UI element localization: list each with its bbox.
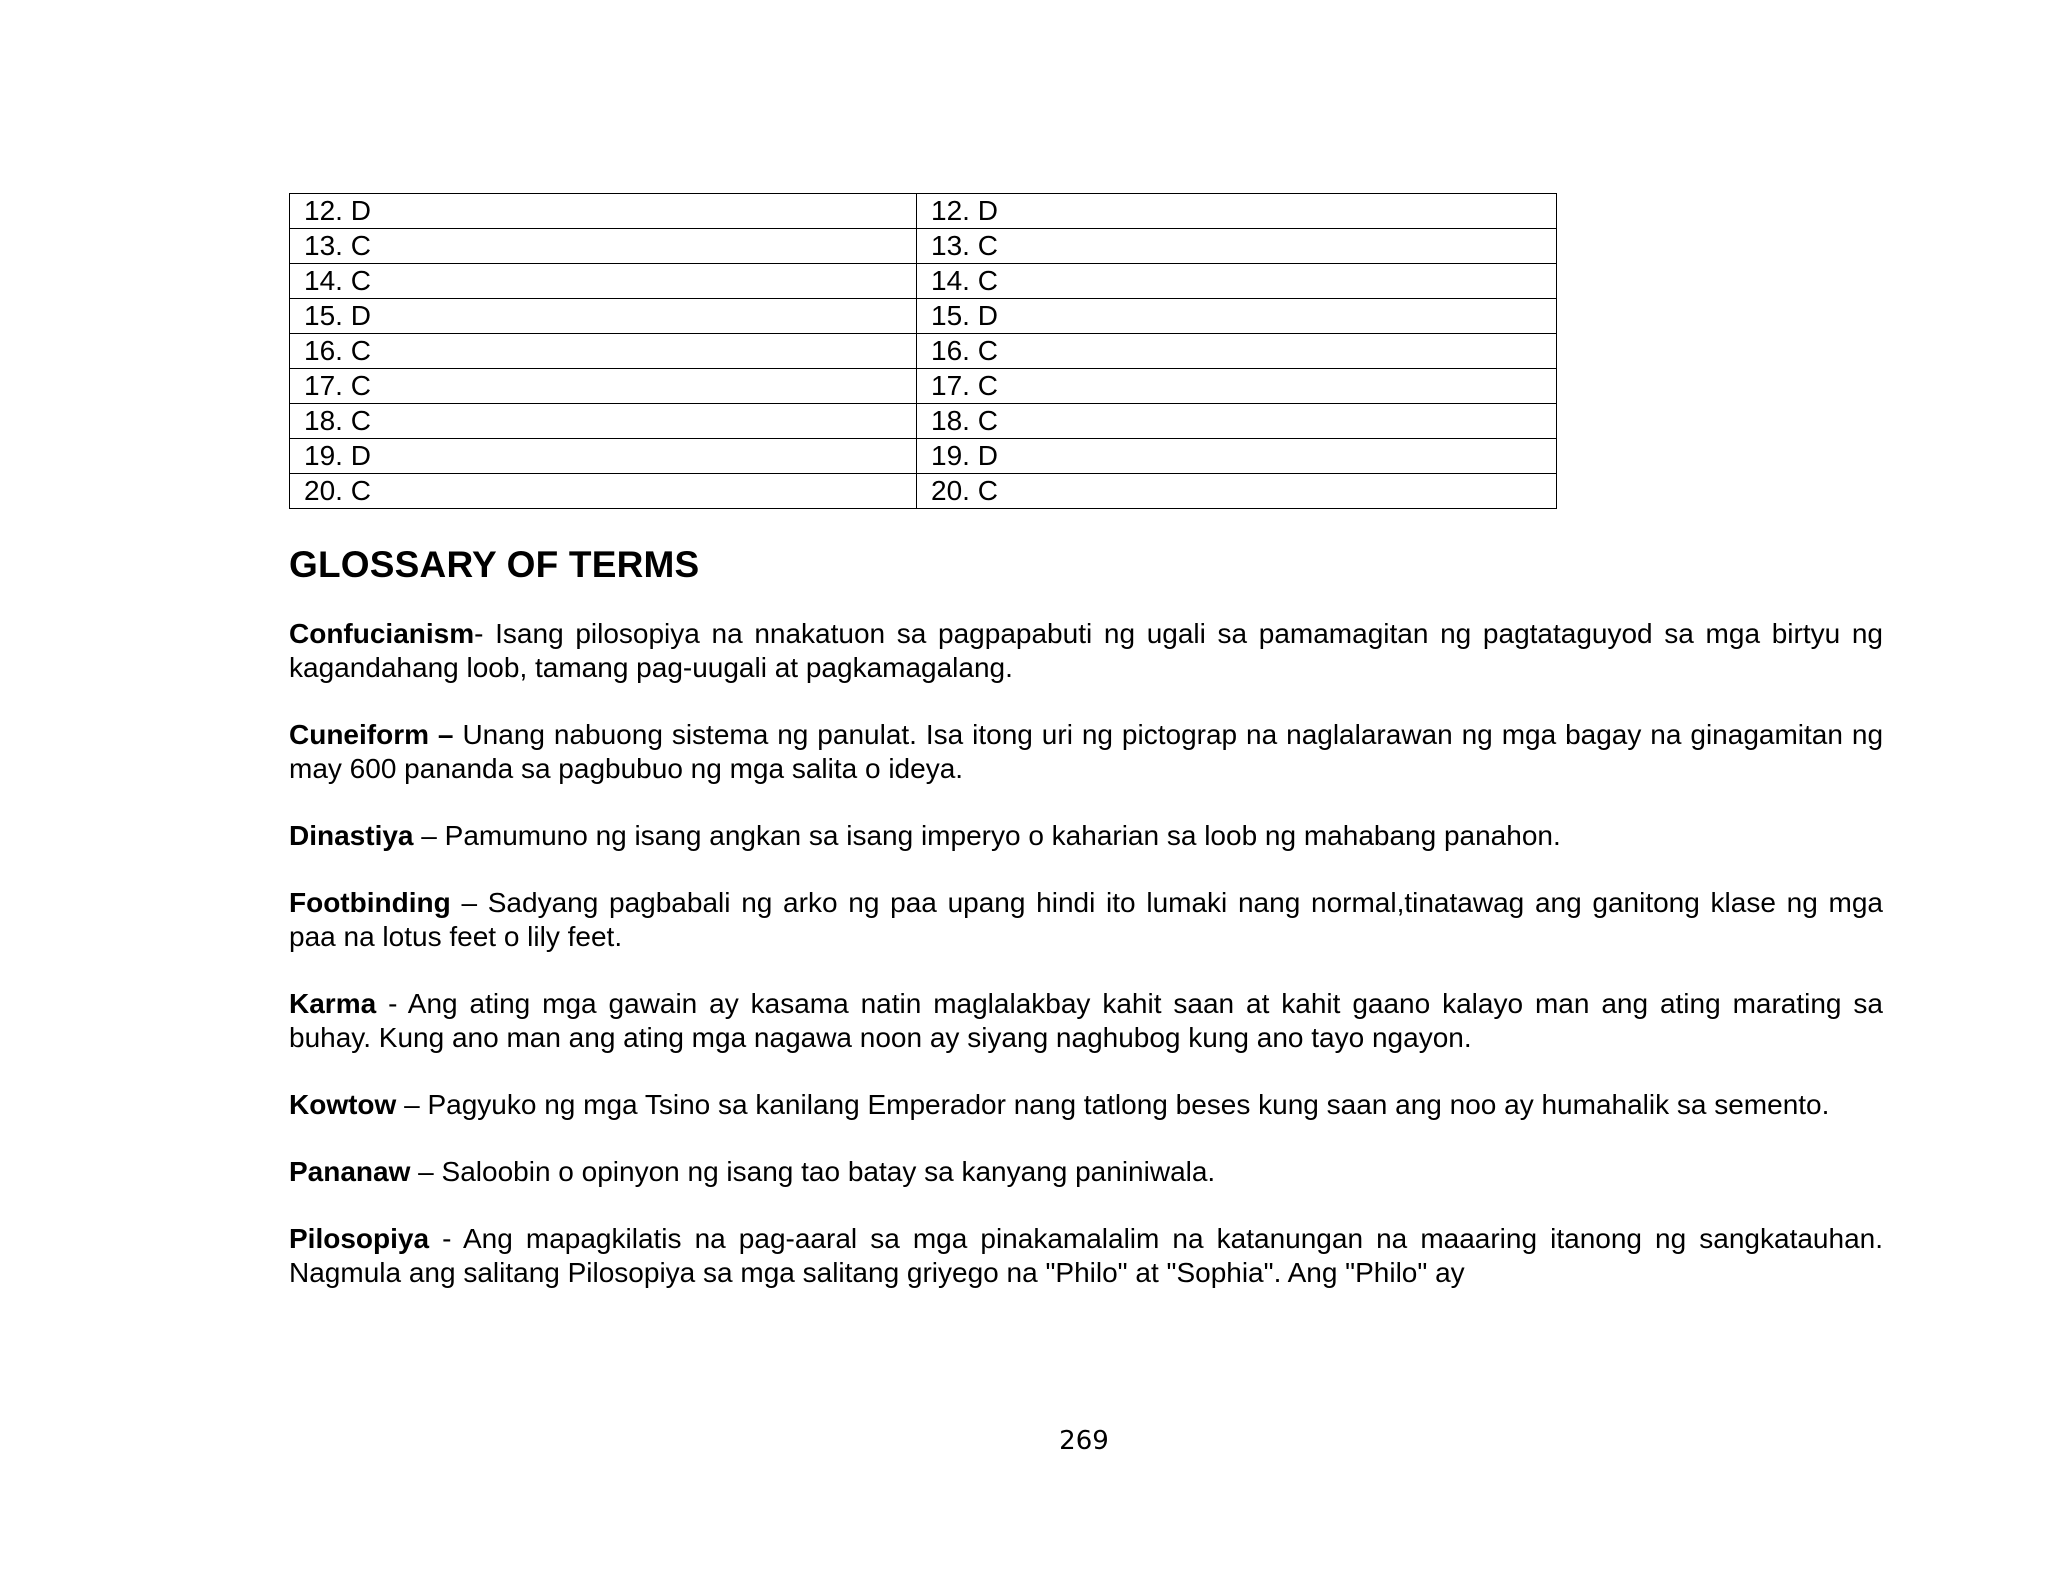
table-row	[290, 369, 1557, 404]
glossary-entry	[289, 1088, 1883, 1122]
table-row	[290, 439, 1557, 474]
table-row	[290, 229, 1557, 264]
glossary-separator: -	[474, 618, 496, 649]
table-cell: 13. C	[917, 229, 1557, 264]
table-row	[290, 299, 1557, 334]
glossary-definition: Saloobin o opinyon ng isang tao batay sa kanyang paniniwala.	[441, 1156, 1216, 1187]
answer-key-table	[289, 193, 1557, 509]
glossary-separator: –	[410, 1156, 442, 1187]
glossary-entry	[289, 987, 1883, 1055]
glossary-separator: –	[413, 820, 445, 851]
table-row	[290, 334, 1557, 369]
glossary-entry	[289, 1222, 1883, 1290]
glossary-term: Pananaw	[289, 1156, 411, 1187]
table-cell: 12. D	[290, 194, 917, 229]
table-cell: 16. C	[917, 334, 1557, 369]
table-cell: 16. C	[290, 334, 917, 369]
glossary-definition: Unang nabuong sistema ng panulat. Isa itong uri ng pictograp na naglalarawan ng mga bagay na ginagamitan ng may 600 pananda sa pagbubuo ng mga salita o ideya.	[289, 719, 1884, 784]
table-cell: 17. C	[917, 369, 1557, 404]
glossary-entry	[289, 1155, 1883, 1189]
table-cell: 13. C	[290, 229, 917, 264]
glossary-term: Pilosopiya	[289, 1223, 430, 1254]
glossary-separator: –	[396, 1089, 428, 1120]
glossary-list	[289, 617, 1883, 1290]
glossary-definition: Pagyuko ng mga Tsino sa kanilang Emperador nang tatlong beses kung saan ang noo ay humahalik sa semento.	[427, 1089, 1830, 1120]
glossary-definition: Ang mapagkilatis na pag-aaral sa mga pinakamalalim na katanungan na maaaring itanong ng sangkatauhan. Nagmula ang salitang Pilosopiya sa mga salitang griyego na "Philo" at "Sophia". Ang "Philo" ay	[289, 1223, 1883, 1288]
table-cell: 15. D	[290, 299, 917, 334]
glossary-definition: Ang ating mga gawain ay kasama natin maglalakbay kahit saan at kahit gaano kalayo man ang ating marating sa buhay. Kung ano man ang ating mga nagawa noon ay siyang naghubog kung ano tayo ngayon.	[289, 988, 1883, 1053]
glossary-term: Confucianism	[289, 618, 475, 649]
page-number: 269	[1059, 1426, 1109, 1456]
table-cell: 14. C	[917, 264, 1557, 299]
glossary-separator: -	[376, 988, 408, 1019]
table-cell: 17. C	[290, 369, 917, 404]
table-cell: 15. D	[917, 299, 1557, 334]
glossary-entry	[289, 718, 1883, 786]
table-row	[290, 404, 1557, 439]
table-cell: 19. D	[290, 439, 917, 474]
table-row	[290, 194, 1557, 229]
table-cell: 18. C	[917, 404, 1557, 439]
table-row	[290, 474, 1557, 509]
glossary-term: Karma	[289, 988, 377, 1019]
table-cell: 14. C	[290, 264, 917, 299]
table-cell: 18. C	[290, 404, 917, 439]
glossary-entry	[289, 819, 1883, 853]
table-cell: 19. D	[917, 439, 1557, 474]
table-row	[290, 264, 1557, 299]
glossary-entry	[289, 617, 1883, 685]
table-cell: 20. C	[917, 474, 1557, 509]
table-cell: 20. C	[290, 474, 917, 509]
glossary-definition: Sadyang pagbabali ng arko ng paa upang hindi ito lumaki nang normal,tinatawag ang ganitong klase ng mga paa na lotus feet o lily feet.	[289, 887, 1883, 952]
glossary-term: Footbinding	[289, 887, 451, 918]
glossary-definition: Pamumuno ng isang angkan sa isang imperyo o kaharian sa loob ng mahabang panahon.	[444, 820, 1561, 851]
glossary-term: Dinastiya	[289, 820, 414, 851]
glossary-term: Kowtow	[289, 1089, 397, 1120]
document-page	[289, 193, 1883, 1290]
glossary-separator: -	[429, 1223, 463, 1254]
glossary-heading: GLOSSARY OF TERMS	[289, 544, 700, 585]
glossary-definition: Isang pilosopiya na nnakatuon sa pagpapabuti ng ugali sa pamamagitan ng pagtataguyod sa mga birtyu ng kagandahang loob, tamang pag-uugali at pagkamagalang.	[289, 618, 1883, 683]
table-cell: 12. D	[917, 194, 1557, 229]
glossary-separator: –	[450, 887, 488, 918]
glossary-entry	[289, 886, 1883, 954]
glossary-term: Cuneiform –	[289, 719, 454, 750]
